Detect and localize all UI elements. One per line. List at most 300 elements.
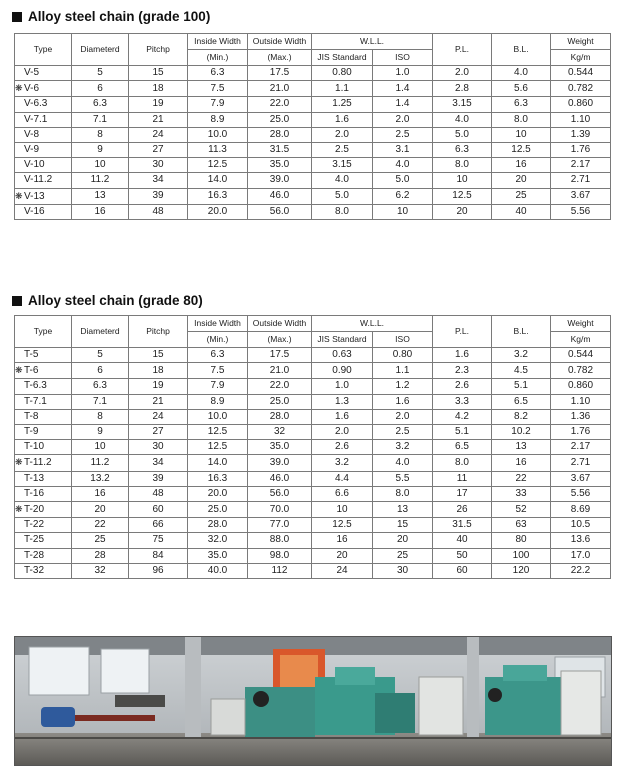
cell-iso: 1.2 — [373, 379, 433, 394]
header-wll: W.L.L. — [312, 34, 433, 50]
cell-inside-width: 28.0 — [188, 518, 248, 533]
header-weight-unit: Kg/m — [551, 332, 611, 348]
table-row — [15, 486, 611, 501]
cell-iso: 30 — [373, 563, 433, 578]
cell-jis-standard: 1.3 — [312, 394, 373, 409]
cell-iso: 1.4 — [373, 97, 433, 112]
cell-outside-width: 22.0 — [248, 97, 312, 112]
type-label: V-8 — [24, 128, 40, 140]
cell-bl: 16 — [492, 455, 551, 471]
star-mark-icon: ❋ — [15, 457, 23, 468]
cell-diameter: 9 — [72, 425, 129, 440]
cell-bl: 4.5 — [492, 363, 551, 379]
cell-pl: 3.3 — [433, 394, 492, 409]
cell-weight: 22.2 — [551, 563, 611, 578]
cell-jis-standard: 3.15 — [312, 158, 373, 173]
cell-weight: 0.782 — [551, 81, 611, 97]
cell-diameter: 13.2 — [72, 471, 129, 486]
type-label: T-13 — [24, 472, 45, 484]
header-weight: Weight — [551, 316, 611, 332]
cell-pl: 6.3 — [433, 143, 492, 158]
cell-bl: 3.2 — [492, 348, 551, 363]
cell-pl: 11 — [433, 471, 492, 486]
cell-type — [15, 394, 72, 409]
cell-diameter: 6 — [72, 363, 129, 379]
header-row — [15, 316, 611, 332]
table-row — [15, 394, 611, 409]
table-row — [15, 188, 611, 204]
cell-outside-width: 21.0 — [248, 363, 312, 379]
header-inside-width-unit: (Min.) — [188, 50, 248, 66]
cell-pitch: 18 — [129, 363, 188, 379]
cell-inside-width: 8.9 — [188, 112, 248, 127]
type-label: T-28 — [24, 549, 45, 561]
cell-weight: 2.17 — [551, 158, 611, 173]
cell-pitch: 24 — [129, 409, 188, 424]
type-label: V-9 — [24, 144, 40, 156]
cell-outside-width: 17.5 — [248, 66, 312, 81]
header-inside-width: Inside Width — [188, 34, 248, 50]
cell-bl: 16 — [492, 158, 551, 173]
cell-jis-standard: 6.6 — [312, 486, 373, 501]
cell-bl: 33 — [492, 486, 551, 501]
cell-type — [15, 348, 72, 363]
cell-weight: 0.544 — [551, 66, 611, 81]
table-row — [15, 127, 611, 142]
cell-jis-standard: 10 — [312, 502, 373, 518]
cell-pl: 8.0 — [433, 158, 492, 173]
type-label: T-11.2 — [24, 457, 52, 469]
header-diameter: Diameterd — [72, 316, 129, 348]
cell-bl: 10 — [492, 127, 551, 142]
type-label: T-6.3 — [24, 380, 47, 392]
cell-pl: 12.5 — [433, 188, 492, 204]
cell-weight: 0.860 — [551, 97, 611, 112]
cell-bl: 10.2 — [492, 425, 551, 440]
cell-diameter: 9 — [72, 143, 129, 158]
cell-inside-width: 6.3 — [188, 66, 248, 81]
table-row — [15, 440, 611, 455]
header-outside-width-unit: (Max.) — [248, 332, 312, 348]
cell-jis-standard: 0.80 — [312, 66, 373, 81]
type-label: V-10 — [24, 159, 45, 171]
cell-type — [15, 440, 72, 455]
cell-outside-width: 56.0 — [248, 486, 312, 501]
cell-bl: 20 — [492, 173, 551, 188]
cell-jis-standard: 2.0 — [312, 127, 373, 142]
cell-iso: 3.2 — [373, 440, 433, 455]
table-row — [15, 97, 611, 112]
cell-type — [15, 548, 72, 563]
cell-weight: 1.36 — [551, 409, 611, 424]
cell-type — [15, 379, 72, 394]
cell-outside-width: 17.5 — [248, 348, 312, 363]
cell-diameter: 5 — [72, 348, 129, 363]
cell-weight: 2.71 — [551, 173, 611, 188]
cell-diameter: 11.2 — [72, 173, 129, 188]
cell-type — [15, 188, 72, 204]
cell-pl: 60 — [433, 563, 492, 578]
cell-bl: 8.0 — [492, 112, 551, 127]
cell-pitch: 39 — [129, 471, 188, 486]
cell-iso: 25 — [373, 548, 433, 563]
section-title-text: Alloy steel chain (grade 80) — [28, 293, 203, 308]
cell-bl: 80 — [492, 533, 551, 548]
cell-type — [15, 363, 72, 379]
cell-outside-width: 98.0 — [248, 548, 312, 563]
cell-pl: 2.3 — [433, 363, 492, 379]
cell-jis-standard: 1.25 — [312, 97, 373, 112]
spec-table-grade-100 — [14, 33, 611, 220]
cell-jis-standard: 1.1 — [312, 81, 373, 97]
type-label: T-10 — [24, 441, 45, 453]
table-row — [15, 112, 611, 127]
cell-weight: 1.10 — [551, 394, 611, 409]
cell-type — [15, 471, 72, 486]
cell-jis-standard: 20 — [312, 548, 373, 563]
cell-pl: 40 — [433, 533, 492, 548]
cell-pl: 5.1 — [433, 425, 492, 440]
cell-type — [15, 158, 72, 173]
cell-outside-width: 70.0 — [248, 502, 312, 518]
header-type: Type — [15, 34, 72, 66]
table-row — [15, 518, 611, 533]
cell-pitch: 60 — [129, 502, 188, 518]
cell-weight: 2.17 — [551, 440, 611, 455]
cell-pitch: 24 — [129, 127, 188, 142]
cell-type — [15, 533, 72, 548]
table-row — [15, 158, 611, 173]
cell-jis-standard: 8.0 — [312, 204, 373, 219]
cell-outside-width: 56.0 — [248, 204, 312, 219]
cell-type — [15, 173, 72, 188]
cell-pitch: 19 — [129, 97, 188, 112]
header-pitch: Pitchp — [129, 316, 188, 348]
cell-iso: 3.1 — [373, 143, 433, 158]
cell-weight: 2.71 — [551, 455, 611, 471]
cell-weight: 5.56 — [551, 486, 611, 501]
cell-outside-width: 39.0 — [248, 455, 312, 471]
cell-inside-width: 7.9 — [188, 97, 248, 112]
cell-pitch: 18 — [129, 81, 188, 97]
cell-iso: 4.0 — [373, 455, 433, 471]
cell-type — [15, 143, 72, 158]
type-label: T-5 — [24, 349, 39, 360]
factory-workshop-photo — [14, 636, 612, 766]
cell-type — [15, 66, 72, 81]
cell-jis-standard: 0.63 — [312, 348, 373, 363]
cell-inside-width: 20.0 — [188, 204, 248, 219]
cell-iso: 4.0 — [373, 158, 433, 173]
table-row — [15, 143, 611, 158]
header-pitch: Pitchp — [129, 34, 188, 66]
cell-bl: 8.2 — [492, 409, 551, 424]
cell-outside-width: 39.0 — [248, 173, 312, 188]
cell-jis-standard: 5.0 — [312, 188, 373, 204]
cell-inside-width: 6.3 — [188, 348, 248, 363]
header-weight: Weight — [551, 34, 611, 50]
cell-pitch: 27 — [129, 143, 188, 158]
cell-outside-width: 46.0 — [248, 471, 312, 486]
cell-pitch: 48 — [129, 486, 188, 501]
cell-iso: 1.0 — [373, 66, 433, 81]
cell-pl: 4.2 — [433, 409, 492, 424]
type-label: T-25 — [24, 534, 45, 546]
cell-outside-width: 88.0 — [248, 533, 312, 548]
cell-type — [15, 563, 72, 578]
type-label: V-5 — [24, 67, 40, 78]
cell-jis-standard: 3.2 — [312, 455, 373, 471]
table-row — [15, 379, 611, 394]
cell-weight: 1.76 — [551, 425, 611, 440]
table-row — [15, 548, 611, 563]
header-pl: P.L. — [433, 316, 492, 348]
table-row — [15, 363, 611, 379]
cell-pitch: 48 — [129, 204, 188, 219]
header-type: Type — [15, 316, 72, 348]
cell-pl: 31.5 — [433, 518, 492, 533]
cell-pl: 2.6 — [433, 379, 492, 394]
header-inside-width: Inside Width — [188, 316, 248, 332]
type-label: V-7.1 — [24, 113, 48, 125]
cell-pitch: 39 — [129, 188, 188, 204]
cell-pl: 4.0 — [433, 112, 492, 127]
cell-diameter: 20 — [72, 502, 129, 518]
cell-jis-standard: 4.4 — [312, 471, 373, 486]
cell-iso: 2.5 — [373, 127, 433, 142]
cell-weight: 1.39 — [551, 127, 611, 142]
cell-weight: 3.67 — [551, 471, 611, 486]
cell-type — [15, 112, 72, 127]
table-row — [15, 533, 611, 548]
cell-pitch: 30 — [129, 158, 188, 173]
header-iso: ISO — [373, 332, 433, 348]
cell-inside-width: 32.0 — [188, 533, 248, 548]
type-label: V-11.2 — [24, 174, 53, 186]
cell-bl: 120 — [492, 563, 551, 578]
cell-jis-standard: 4.0 — [312, 173, 373, 188]
type-label: V-13 — [24, 190, 45, 202]
cell-inside-width: 35.0 — [188, 548, 248, 563]
header-diameter: Diameterd — [72, 34, 129, 66]
cell-inside-width: 16.3 — [188, 471, 248, 486]
cell-pl: 2.8 — [433, 81, 492, 97]
cell-iso: 15 — [373, 518, 433, 533]
header-outside-width: Outside Width — [248, 34, 312, 50]
cell-outside-width: 22.0 — [248, 379, 312, 394]
cell-inside-width: 40.0 — [188, 563, 248, 578]
cell-diameter: 6.3 — [72, 97, 129, 112]
cell-inside-width: 20.0 — [188, 486, 248, 501]
section-title-grade-100 — [12, 9, 210, 24]
cell-weight: 0.860 — [551, 379, 611, 394]
cell-outside-width: 28.0 — [248, 127, 312, 142]
star-mark-icon: ❋ — [15, 190, 23, 201]
cell-type — [15, 502, 72, 518]
table-row — [15, 409, 611, 424]
cell-inside-width: 7.9 — [188, 379, 248, 394]
star-mark-icon: ❋ — [15, 365, 23, 376]
cell-diameter: 7.1 — [72, 112, 129, 127]
table-row — [15, 348, 611, 363]
cell-jis-standard: 0.90 — [312, 363, 373, 379]
spec-table-grade-80 — [14, 315, 611, 579]
cell-diameter: 7.1 — [72, 394, 129, 409]
cell-jis-standard: 24 — [312, 563, 373, 578]
cell-jis-standard: 16 — [312, 533, 373, 548]
cell-pitch: 27 — [129, 425, 188, 440]
cell-iso: 5.5 — [373, 471, 433, 486]
cell-inside-width: 12.5 — [188, 440, 248, 455]
table-row — [15, 81, 611, 97]
cell-inside-width: 14.0 — [188, 173, 248, 188]
cell-pitch: 66 — [129, 518, 188, 533]
cell-jis-standard: 1.0 — [312, 379, 373, 394]
type-label: T-22 — [24, 519, 45, 531]
table-row — [15, 455, 611, 471]
cell-inside-width: 25.0 — [188, 502, 248, 518]
header-wll: W.L.L. — [312, 316, 433, 332]
cell-bl: 25 — [492, 188, 551, 204]
cell-pitch: 75 — [129, 533, 188, 548]
cell-iso: 20 — [373, 533, 433, 548]
cell-iso: 0.80 — [373, 348, 433, 363]
cell-diameter: 32 — [72, 563, 129, 578]
cell-outside-width: 112 — [248, 563, 312, 578]
cell-pl: 10 — [433, 173, 492, 188]
cell-iso: 5.0 — [373, 173, 433, 188]
cell-diameter: 25 — [72, 533, 129, 548]
cell-jis-standard: 1.6 — [312, 112, 373, 127]
cell-jis-standard: 1.6 — [312, 409, 373, 424]
cell-diameter: 10 — [72, 440, 129, 455]
header-bl: B.L. — [492, 34, 551, 66]
table-row — [15, 471, 611, 486]
cell-iso: 8.0 — [373, 486, 433, 501]
cell-inside-width: 10.0 — [188, 409, 248, 424]
cell-diameter: 6.3 — [72, 379, 129, 394]
type-label: T-9 — [24, 426, 39, 438]
type-label: V-16 — [24, 205, 45, 217]
cell-type — [15, 204, 72, 219]
cell-bl: 22 — [492, 471, 551, 486]
cell-bl: 12.5 — [492, 143, 551, 158]
cell-weight: 8.69 — [551, 502, 611, 518]
cell-iso: 6.2 — [373, 188, 433, 204]
cell-weight: 0.544 — [551, 348, 611, 363]
type-label: T-16 — [24, 487, 45, 499]
cell-weight: 5.56 — [551, 204, 611, 219]
star-mark-icon: ❋ — [15, 83, 23, 94]
section-title-grade-80 — [12, 293, 203, 308]
section-title-text: Alloy steel chain (grade 100) — [28, 9, 211, 24]
cell-outside-width: 35.0 — [248, 440, 312, 455]
cell-diameter: 11.2 — [72, 455, 129, 471]
cell-outside-width: 21.0 — [248, 81, 312, 97]
header-row — [15, 34, 611, 50]
factory-machinery-image — [15, 637, 611, 765]
cell-weight: 1.76 — [551, 143, 611, 158]
cell-diameter: 5 — [72, 66, 129, 81]
bullet-square-icon — [12, 12, 22, 22]
cell-iso: 1.6 — [373, 394, 433, 409]
cell-outside-width: 46.0 — [248, 188, 312, 204]
cell-type — [15, 518, 72, 533]
cell-iso: 2.0 — [373, 112, 433, 127]
cell-jis-standard: 2.5 — [312, 143, 373, 158]
cell-pitch: 15 — [129, 348, 188, 363]
cell-pitch: 21 — [129, 394, 188, 409]
cell-outside-width: 35.0 — [248, 158, 312, 173]
cell-inside-width: 12.5 — [188, 158, 248, 173]
header-weight-unit: Kg/m — [551, 50, 611, 66]
cell-iso: 13 — [373, 502, 433, 518]
table-row — [15, 173, 611, 188]
cell-outside-width: 25.0 — [248, 394, 312, 409]
header-jis-standard: JIS Standard — [312, 50, 373, 66]
header-iso: ISO — [373, 50, 433, 66]
cell-iso: 1.1 — [373, 363, 433, 379]
cell-pl: 6.5 — [433, 440, 492, 455]
cell-inside-width: 14.0 — [188, 455, 248, 471]
cell-weight: 3.67 — [551, 188, 611, 204]
cell-pl: 17 — [433, 486, 492, 501]
cell-pl: 50 — [433, 548, 492, 563]
cell-outside-width: 32 — [248, 425, 312, 440]
type-label: T-32 — [24, 564, 45, 576]
cell-outside-width: 31.5 — [248, 143, 312, 158]
cell-bl: 40 — [492, 204, 551, 219]
cell-type — [15, 81, 72, 97]
cell-weight: 1.10 — [551, 112, 611, 127]
cell-outside-width: 25.0 — [248, 112, 312, 127]
cell-pl: 3.15 — [433, 97, 492, 112]
cell-type — [15, 97, 72, 112]
cell-bl: 5.6 — [492, 81, 551, 97]
type-label: T-7.1 — [24, 395, 47, 407]
cell-diameter: 6 — [72, 81, 129, 97]
type-label: T-20 — [24, 504, 45, 516]
cell-inside-width: 10.0 — [188, 127, 248, 142]
cell-type — [15, 425, 72, 440]
cell-iso: 1.4 — [373, 81, 433, 97]
cell-pl: 20 — [433, 204, 492, 219]
cell-type — [15, 486, 72, 501]
cell-bl: 4.0 — [492, 66, 551, 81]
cell-outside-width: 77.0 — [248, 518, 312, 533]
cell-bl: 52 — [492, 502, 551, 518]
cell-pl: 1.6 — [433, 348, 492, 363]
cell-diameter: 8 — [72, 409, 129, 424]
cell-pitch: 34 — [129, 173, 188, 188]
cell-type — [15, 409, 72, 424]
cell-diameter: 13 — [72, 188, 129, 204]
cell-diameter: 16 — [72, 486, 129, 501]
cell-inside-width: 8.9 — [188, 394, 248, 409]
cell-bl: 100 — [492, 548, 551, 563]
cell-iso: 2.0 — [373, 409, 433, 424]
cell-pitch: 21 — [129, 112, 188, 127]
cell-iso: 2.5 — [373, 425, 433, 440]
cell-inside-width: 7.5 — [188, 81, 248, 97]
cell-diameter: 22 — [72, 518, 129, 533]
cell-diameter: 8 — [72, 127, 129, 142]
header-bl: B.L. — [492, 316, 551, 348]
cell-pitch: 84 — [129, 548, 188, 563]
cell-outside-width: 28.0 — [248, 409, 312, 424]
cell-weight: 13.6 — [551, 533, 611, 548]
table-row — [15, 66, 611, 81]
